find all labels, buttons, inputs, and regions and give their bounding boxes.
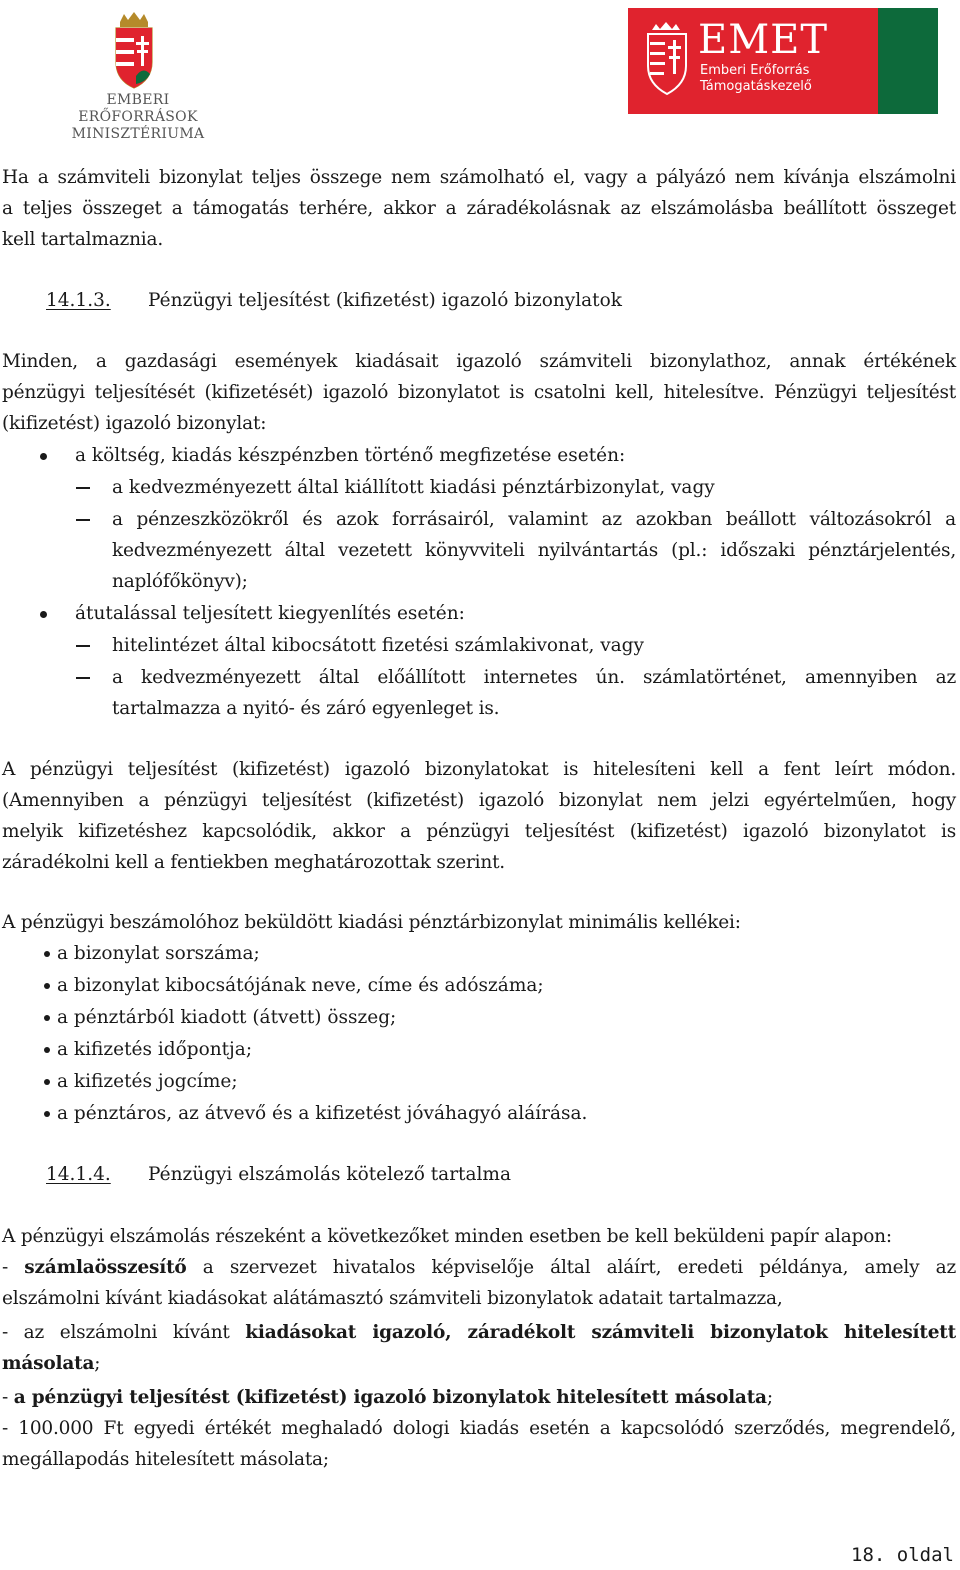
list-item (44, 970, 587, 1002)
list-item-text: átutalással teljesített kiegyenlítés esetén: (75, 603, 465, 624)
paragraph-line: megállapodás hitelesített másolata; (2, 1449, 329, 1470)
paragraph-line: A pénzügyi teljesítést (kifizetést) igazoló bizonylatokat is hitelesíteni kell a fent leírt módon. (2, 759, 956, 780)
paragraph-mandatory-content (2, 1221, 956, 1475)
paragraph-line (2, 1317, 956, 1348)
text-run: ; (766, 1387, 773, 1408)
list-subitem-text: hitelintézet által kibocsátott fizetési számlakivonat, vagy (112, 635, 644, 656)
list-item-text: a bizonylat kibocsátójának neve, címe és adószáma; (57, 975, 544, 996)
paragraph-line: A pénzügyi beszámolóhoz beküldött kiadási pénztárbizonylat minimális kellékei: (2, 912, 741, 933)
paragraph-line: A pénzügyi elszámolás részeként a következőket minden esetben be kell beküldeni papír alapon: (2, 1226, 892, 1247)
bullet-icon (44, 983, 50, 989)
text-run: - az elszámolni kívánt (2, 1322, 246, 1343)
intro-paragraph (2, 162, 956, 255)
paragraph-line (2, 1252, 956, 1283)
bold-text: kiadásokat igazoló, záradékolt számviteli bizonylatok hitelesített (245, 1322, 956, 1343)
text-run: a szervezet hivatalos képviselője által aláírt, eredeti példánya, amely az (186, 1257, 956, 1278)
bullet-icon (44, 1047, 50, 1053)
section-number: 14.1.4. (46, 1164, 111, 1185)
list-item (44, 938, 587, 970)
emet-coat-of-arms-icon (642, 22, 692, 106)
paragraph-payment-proof (2, 346, 956, 439)
text-run: - (2, 1257, 25, 1278)
list-subitem-text-block (112, 504, 956, 597)
bullet-icon (44, 951, 50, 957)
paragraph-line: záradékolni kell a fentiekben meghatározottak szerint. (2, 852, 505, 873)
bold-text: másolata (2, 1353, 95, 1374)
bold-text: számlaösszesítő (24, 1257, 187, 1278)
section-number: 14.1.3. (46, 290, 111, 311)
list-item-text: a kifizetés jogcíme; (57, 1071, 238, 1092)
list-subitem (76, 630, 644, 661)
section-title: Pénzügyi elszámolás kötelező tartalma (148, 1164, 511, 1185)
text-run: ; (94, 1353, 101, 1374)
paragraph-line (2, 1348, 956, 1379)
section-heading-14-1-4 (46, 1159, 511, 1190)
requirements-list (44, 938, 587, 1130)
list-item (44, 1034, 587, 1066)
dash-icon (76, 677, 90, 678)
list-subitem (76, 662, 90, 693)
list-subitem-line: a kedvezményezett által előállított internetes ún. számlatörténet, amennyiben az (112, 667, 956, 688)
list-item-text: a költség, kiadás készpénzben történő megfizetése esetén: (75, 445, 626, 466)
paragraph-line: (Amennyiben a pénzügyi teljesítést (kifizetést) igazoló bizonylat nem jelzi egyértelműen, hogy (2, 790, 956, 811)
list-item-text: a pénztáros, az átvevő és a kifizetést jóváhagyó aláírása. (57, 1103, 588, 1124)
bullet-icon (44, 1079, 50, 1085)
list-item (40, 440, 625, 471)
dash-icon (76, 487, 90, 488)
bullet-icon (44, 1015, 50, 1021)
list-subitem-line: naplófőkönyv); (112, 571, 248, 592)
intro-line-1: Ha a számviteli bizonylat teljes összege nem számolható el, vagy a pályázó nem kívánja elszámolni (2, 167, 956, 188)
list-item (44, 1098, 587, 1130)
emet-logo-subtitle-2: Támogatáskezelő (700, 79, 812, 94)
paragraph-authentication (2, 754, 956, 878)
list-item (44, 1002, 587, 1034)
ministry-name-line1: EMBERI ERŐFORRÁSOK (78, 92, 198, 125)
list-subitem-text-block (112, 662, 956, 724)
intro-line-3: kell tartalmaznia. (2, 229, 164, 250)
list-item (44, 1066, 587, 1098)
list-subitem-text: a kedvezményezett által kiállított kiadási pénztárbizonylat, vagy (112, 477, 715, 498)
bold-text: a pénzügyi teljesítést (kifizetést) igazoló bizonylatok hitelesített másolata (13, 1387, 767, 1408)
ministry-name-line2: MINISZTÉRIUMA (71, 126, 205, 142)
emet-logo (628, 8, 938, 114)
paragraph-line: (kifizetést) igazoló bizonylat: (2, 413, 267, 434)
emet-logo-title: EMET (698, 17, 829, 63)
page-number: 18. oldal (851, 1544, 954, 1566)
dash-icon (76, 519, 90, 520)
section-title: Pénzügyi teljesítést (kifizetést) igazoló bizonylatok (148, 290, 622, 311)
paragraph-line: melyik kifizetéshez kapcsolódik, akkor a pénzügyi teljesítést (kifizetést) igazoló bizonylatot is (2, 821, 956, 842)
paragraph-line: elszámolni kívánt kiadásokat alátámasztó számviteli bizonylatok adatait tartalmazza, (2, 1288, 783, 1309)
intro-line-2: a teljes összeget a támogatás terhére, akkor a záradékolásnak az elszámolásba beállított összeget (2, 198, 956, 219)
list-item-text: a pénztárból kiadott (átvett) összeg; (57, 1007, 397, 1028)
paragraph-line: Minden, a gazdasági események kiadásait igazoló számviteli bizonylathoz, annak értékének (2, 351, 956, 372)
list-subitem-line: kedvezményezett által vezetett könyvviteli nyilvántartás (pl.: időszaki pénztárjelentés, (112, 540, 956, 561)
list-subitem (76, 504, 90, 535)
emet-logo-green-block (878, 8, 938, 114)
bullet-icon (40, 611, 47, 618)
list-item-text: a bizonylat sorszáma; (57, 943, 260, 964)
list-item (40, 598, 465, 629)
paragraph-line: pénzügyi teljesítését (kifizetését) igazoló bizonylatot is csatolni kell, hitelesítve. Pénzügyi teljesítést (2, 382, 956, 403)
dash-icon (76, 645, 90, 646)
ministry-logo (50, 10, 225, 142)
bullet-icon (40, 453, 47, 460)
bullet-icon (44, 1111, 50, 1117)
paragraph-line: - 100.000 Ft egyedi értékét meghaladó dologi kiadás esetén a kapcsolódó szerződés, megrendelő, (2, 1418, 956, 1439)
list-item-text: a kifizetés időpontja; (57, 1039, 253, 1060)
text-run: - (2, 1387, 14, 1408)
section-heading-14-1-3 (46, 285, 622, 316)
paragraph-minimum-requirements (2, 907, 956, 938)
emet-logo-subtitle-1: Emberi Erőforrás (700, 63, 810, 78)
list-subitem-line: tartalmazza a nyitó- és záró egyenleget is. (112, 698, 500, 719)
paragraph-line (2, 1382, 956, 1413)
list-subitem-line: a pénzeszközökről és azok forrásairól, valamint az azokban beállott változásokról a (112, 509, 956, 530)
list-subitem (76, 472, 715, 503)
